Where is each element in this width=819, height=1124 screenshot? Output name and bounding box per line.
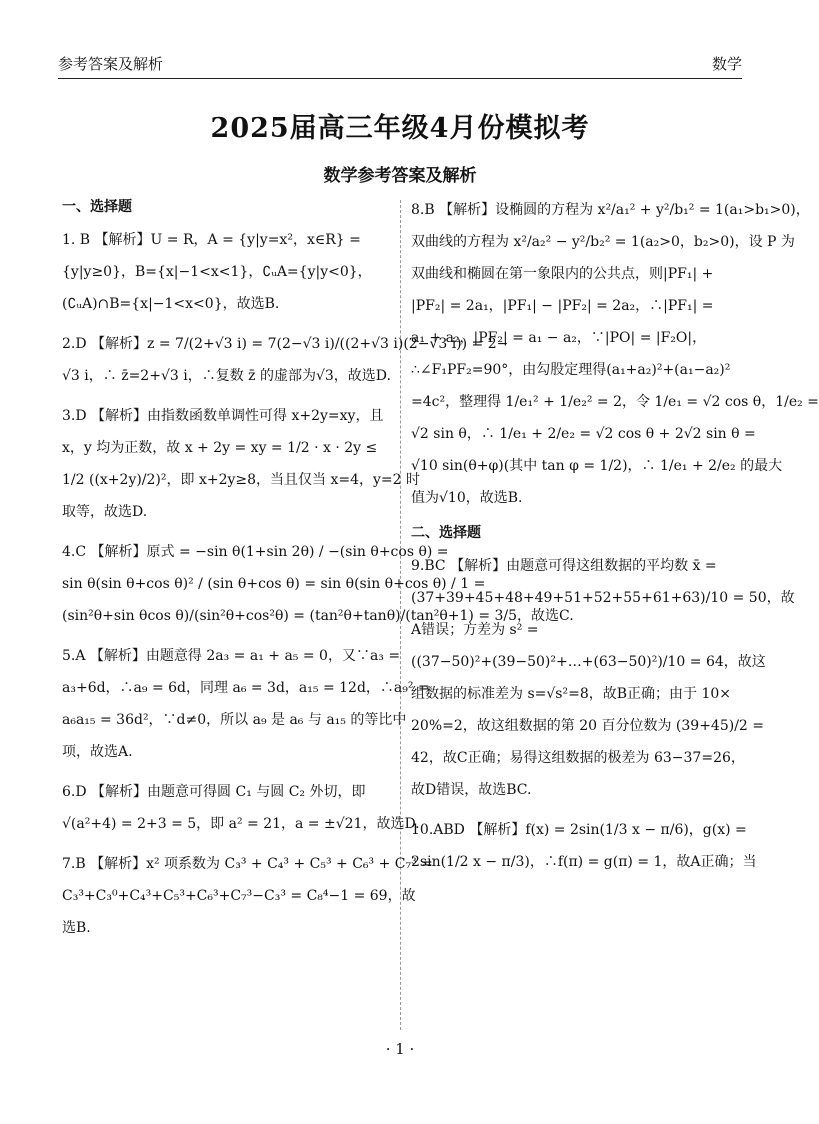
- answer-line: 组数据的标准差为 s=√s²=8，故B正确；由于 10×: [411, 686, 732, 702]
- answer-line: √(a²+4) = 2+3 = 5，即 a² = 21，a = ±√21，故选D.: [62, 816, 420, 832]
- answer-line: x，y 均为正数，故 x + 2y = xy = 1/2 · x · 2y ≤: [62, 440, 378, 456]
- answer-line: (sin²θ+sin θcos θ)/(sin²θ+cos²θ) = (tan²θ+tanθ)/(tan²θ+1) = 3/5，故选C.: [62, 608, 574, 624]
- answer-line: 9.BC 【解析】由题意可得这组数据的平均数 x̄ =: [411, 558, 717, 574]
- answer-line: (37+39+45+48+49+51+52+55+61+63)/10 = 50，故: [411, 590, 795, 606]
- answer-line: a₃+6d，∴a₉ = 6d，同理 a₆ = 3d，a₁₅ = 12d，∴a₉² =: [62, 680, 430, 696]
- answer-line: 8.B 【解析】设椭圆的方程为 x²/a₁² + y²/b₁² = 1(a₁>b₁>0)，: [411, 202, 810, 218]
- section-heading-2: 二、选择题: [411, 525, 481, 541]
- answer-line: 1/2 ((x+2y)/2)²，即 x+2y≥8，当且仅当 x=4，y=2 时: [62, 472, 421, 488]
- answer-block: [411, 814, 757, 878]
- right-answer-list-2: [411, 550, 795, 878]
- answer-line: ∴∠F₁PF₂=90°，由勾股定理得(a₁+a₂)²+(a₁−a₂)²: [411, 362, 731, 378]
- answer-line: {y|y≥0}，B={x|−1<x<1}，∁ᵤA={y|y<0}，: [62, 264, 372, 280]
- answer-line: 故D错误，故选BC.: [411, 782, 532, 798]
- answer-line: 取等，故选D.: [62, 504, 148, 520]
- answer-line: 7.B 【解析】x² 项系数为 C₃³ + C₄³ + C₅³ + C₆³ + C₇³ =: [62, 856, 433, 872]
- answer-line: 2.D 【解析】z = 7/(2+√3 i) = 7(2−√3 i)/((2+√3 i)(2−√3 i)) = 2−: [62, 336, 509, 352]
- answer-line: 42，故C正确；易得这组数据的极差为 63−37=26，: [411, 750, 745, 766]
- answer-line: √3 i，∴ z̄=2+√3 i，∴复数 z̄ 的虚部为√3，故选D.: [62, 368, 391, 384]
- page-header: [58, 46, 742, 79]
- section-heading-1: 一、选择题: [62, 199, 132, 215]
- answer-line: 双曲线和椭圆在第一象限内的公共点，则|PF₁| +: [411, 266, 714, 282]
- answer-line: 双曲线的方程为 x²/a₂² − y²/b₂² = 1(a₂>0，b₂>0)，设 P 为: [411, 234, 795, 250]
- answer-line: 10.ABD 【解析】f(x) = 2sin(1/3 x − π/6)，g(x) =: [411, 822, 747, 838]
- answer-line: =4c²，整理得 1/e₁² + 1/e₂² = 2，令 1/e₁ = √2 cos θ，1/e₂ =: [411, 394, 819, 410]
- answer-line: ((37−50)²+(39−50)²+…+(63−50)²)/10 = 64，故这: [411, 654, 766, 670]
- answer-line: 3.D 【解析】由指数函数单调性可得 x+2y=xy，且: [62, 408, 384, 424]
- answer-line: (∁ᵤA)∩B={x|−1<x<0}，故选B.: [62, 296, 280, 312]
- answer-line: 20%=2，故这组数据的第 20 百分位数为 (39+45)/2 =: [411, 718, 765, 734]
- answer-block: [62, 224, 392, 320]
- header-right: 数学: [711, 55, 742, 73]
- answer-line: √10 sin(θ+φ)(其中 tan φ = 1/2)，∴ 1/e₁ + 2/e₂ 的最大: [411, 458, 783, 474]
- document-title: 2025届高三年级4月份模拟考: [210, 113, 590, 144]
- answer-line: a₆a₁₅ = 36d²，∵d≠0，所以 a₉ 是 a₆ 与 a₁₅ 的等比中: [62, 712, 407, 728]
- answer-line: √2 sin θ，∴ 1/e₁ + 2/e₂ = √2 cos θ + 2√2 sin θ =: [411, 426, 756, 442]
- answer-block: [62, 328, 509, 392]
- answer-line: 选B.: [62, 920, 91, 936]
- document-subtitle: 数学参考答案及解析: [323, 166, 477, 186]
- answer-line: 1. B 【解析】U = R，A = {y|y=x²，x∈R} =: [62, 232, 361, 248]
- answer-line: C₃³+C₃⁰+C₄³+C₅³+C₆³+C₇³−C₃³ = C₈⁴−1 = 69，故: [62, 888, 416, 904]
- answer-block: [62, 640, 430, 768]
- right-answer-list-1: [411, 194, 819, 514]
- answer-block: [62, 400, 421, 528]
- answer-line: |PF₂| = 2a₁，|PF₁| − |PF₂| = 2a₂，∴|PF₁| =: [411, 298, 714, 314]
- answer-line: A错误；方差为 s² =: [411, 622, 539, 638]
- answer-line: 6.D 【解析】由题意可得圆 C₁ 与圆 C₂ 外切，即: [62, 784, 366, 800]
- answer-line: 4.C 【解析】原式 = −sin θ(1+sin 2θ) / −(sin θ+cos θ) =: [62, 544, 449, 560]
- header-left: 参考答案及解析: [58, 55, 164, 73]
- answer-block: [411, 194, 819, 514]
- answer-line: 5.A 【解析】由题意得 2a₃ = a₁ + a₅ = 0，又∵a₃ =: [62, 648, 401, 664]
- answer-line: sin θ(sin θ+cos θ)² / (sin θ+cos θ) = sin θ(sin θ+cos θ) / 1 =: [62, 576, 486, 592]
- answer-line: 值为√10，故选B.: [411, 490, 523, 506]
- answer-block: [62, 848, 433, 944]
- answer-block: [411, 550, 795, 806]
- answer-block: [62, 776, 420, 840]
- page-number: · 1 ·: [385, 1040, 415, 1058]
- right-column: [411, 194, 819, 886]
- answer-line: a₁ + a₂，|PF₂| = a₁ − a₂，∵|PO| = |F₂O|，: [411, 330, 707, 346]
- answer-line: 项，故选A.: [62, 744, 133, 760]
- answer-line: 2sin(1/2 x − π/3)，∴f(π) = g(π) = 1，故A正确；当: [411, 854, 757, 870]
